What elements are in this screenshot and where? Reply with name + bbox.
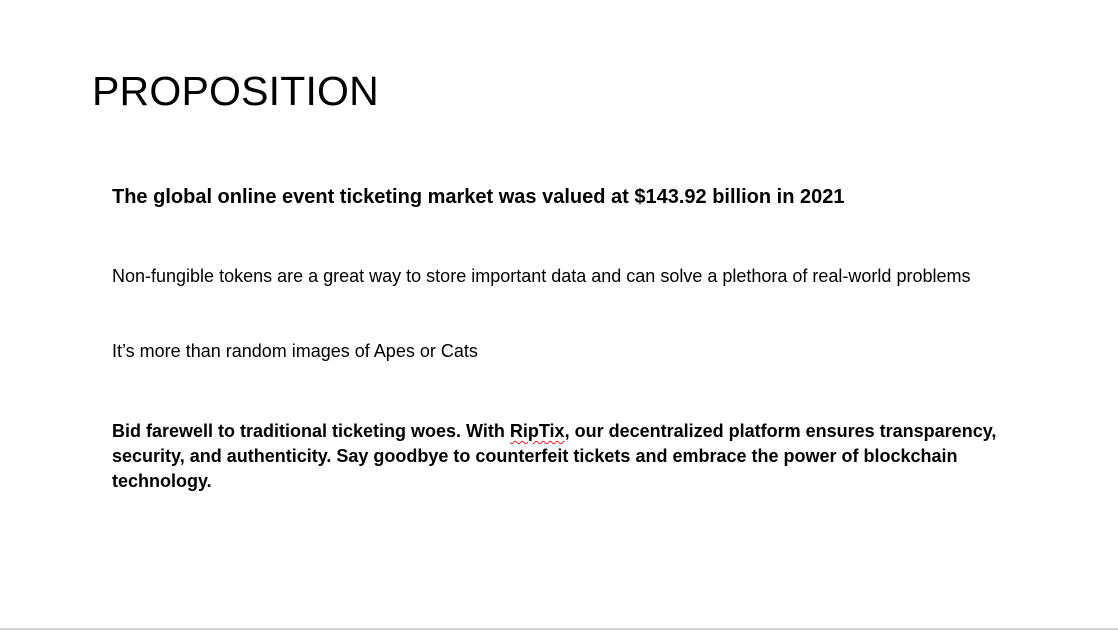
- riptix-brand-spellcheck: RipTix: [509, 421, 565, 441]
- market-stat-text[interactable]: The global online event ticketing market was valued at $143.92 billion in 2021: [112, 186, 845, 208]
- apes-cats-text[interactable]: It’s more than random images of Apes or Cats: [112, 341, 478, 361]
- pitch-text-part1: Bid farewell to traditional ticketing woes. With: [112, 421, 510, 441]
- riptix-pitch-text[interactable]: [112, 419, 1032, 494]
- nft-description-text[interactable]: Non-fungible tokens are a great way to store important data and can solve a plethora of real-world problems: [112, 266, 971, 286]
- slide-title[interactable]: PROPOSITION: [92, 68, 379, 114]
- pitch-text-part2: , our decentralized platform ensures transparency, security, and authenticity. Say goodbye to counterfeit tickets and embrace the power of blockchain technology.: [112, 421, 997, 491]
